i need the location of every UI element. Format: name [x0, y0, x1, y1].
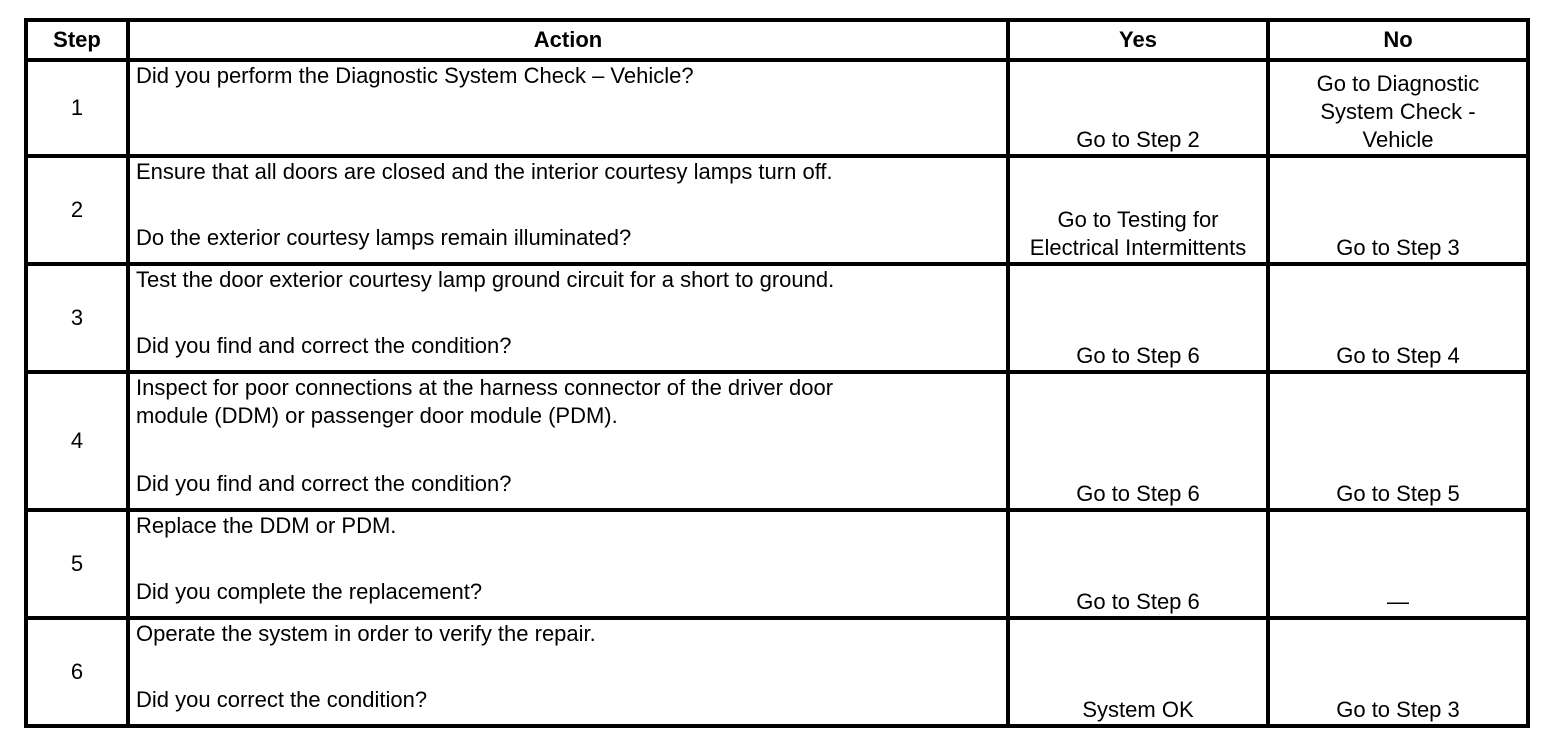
step-number: 6: [26, 618, 128, 726]
header-action: Action: [128, 20, 1008, 60]
action-cell: [128, 264, 1008, 372]
table-row: [26, 372, 1528, 510]
yes-cell: [1008, 618, 1268, 726]
header-yes: Yes: [1008, 20, 1268, 60]
step-number: 1: [26, 60, 128, 156]
yes-cell: [1008, 264, 1268, 372]
header-row: [26, 20, 1528, 60]
yes-cell: [1008, 60, 1268, 156]
no-cell: [1268, 156, 1528, 264]
table-row: [26, 60, 1528, 156]
yes-text: System OK: [1082, 697, 1194, 722]
action-text: Replace the DDM or PDM.: [136, 513, 397, 538]
action-question: Did you complete the replacement?: [136, 579, 483, 604]
action-question: Did you find and correct the condition?: [136, 333, 512, 358]
action-text: Operate the system in order to verify the repair.: [136, 621, 596, 646]
table-row: [26, 510, 1528, 618]
action-cell: [128, 510, 1008, 618]
action-cell: [128, 156, 1008, 264]
header-step: Step: [26, 20, 128, 60]
action-text: Did you perform the Diagnostic System Check – Vehicle?: [136, 63, 694, 88]
yes-text: Go to Step 2: [1076, 127, 1200, 152]
no-text: Vehicle: [1362, 127, 1434, 152]
yes-cell: [1008, 156, 1268, 264]
step-number: 4: [26, 372, 128, 510]
yes-text: Go to Step 6: [1076, 481, 1200, 506]
action-cell: [128, 372, 1008, 510]
yes-text: Go to Testing for: [1057, 207, 1219, 232]
step-number: 3: [26, 264, 128, 372]
action-cell: [128, 60, 1008, 156]
diagnostic-table: [24, 18, 1530, 728]
header-no: No: [1268, 20, 1528, 60]
action-question: Do the exterior courtesy lamps remain illuminated?: [136, 225, 632, 250]
yes-cell: [1008, 510, 1268, 618]
no-cell: [1268, 60, 1528, 156]
step-number: 2: [26, 156, 128, 264]
action-text: Ensure that all doors are closed and the interior courtesy lamps turn off.: [136, 159, 833, 184]
no-text: System Check -: [1320, 99, 1476, 124]
no-text: Go to Diagnostic: [1316, 71, 1480, 96]
action-question: Did you find and correct the condition?: [136, 471, 512, 496]
no-cell: [1268, 264, 1528, 372]
no-cell: [1268, 618, 1528, 726]
action-question: Did you correct the condition?: [136, 687, 428, 712]
no-text: Go to Step 5: [1336, 481, 1460, 506]
yes-text: Go to Step 6: [1076, 589, 1200, 614]
action-text: Test the door exterior courtesy lamp ground circuit for a short to ground.: [136, 267, 835, 292]
table-row: [26, 156, 1528, 264]
yes-text: Electrical Intermittents: [1029, 235, 1247, 260]
no-text: Go to Step 3: [1336, 235, 1460, 260]
action-text: module (DDM) or passenger door module (PDM).: [136, 403, 618, 428]
no-cell: [1268, 372, 1528, 510]
table-row: [26, 618, 1528, 726]
yes-cell: [1008, 372, 1268, 510]
no-cell: [1268, 510, 1528, 618]
action-text: Inspect for poor connections at the harness connector of the driver door: [136, 375, 834, 400]
no-text: Go to Step 4: [1336, 343, 1460, 368]
step-number: 5: [26, 510, 128, 618]
yes-text: Go to Step 6: [1076, 343, 1200, 368]
action-cell: [128, 618, 1008, 726]
table-row: [26, 264, 1528, 372]
no-text: Go to Step 3: [1336, 697, 1460, 722]
no-text: —: [1387, 589, 1409, 614]
